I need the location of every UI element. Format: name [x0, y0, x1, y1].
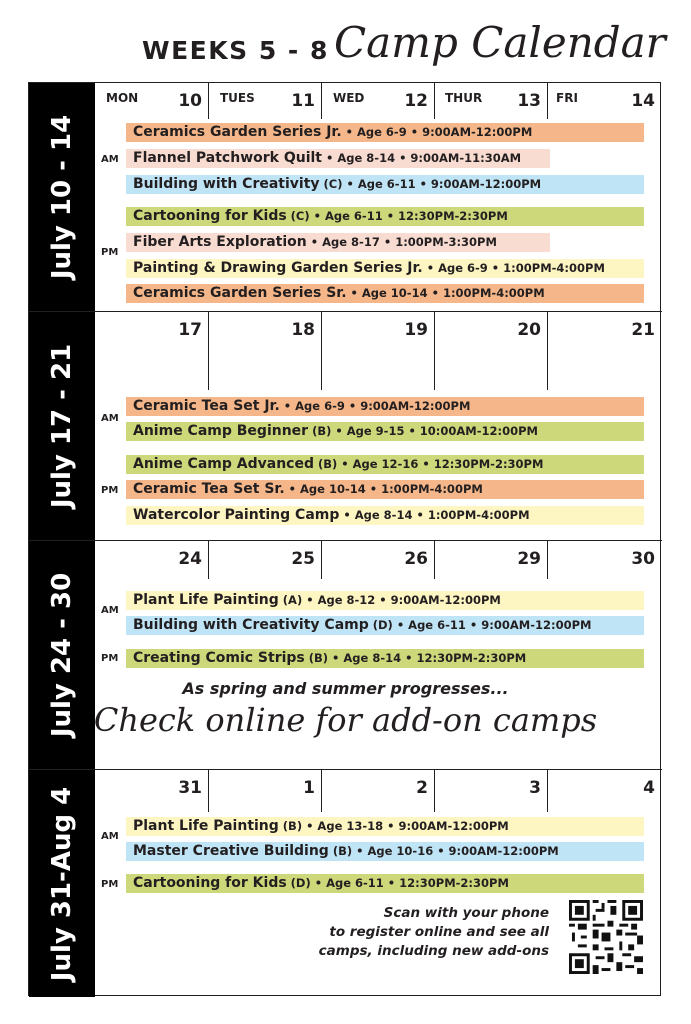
camp-details: • Age 8-14 • 1:00PM-4:00PM	[339, 508, 530, 522]
scan-line: Scan with your phone	[383, 905, 549, 921]
camp-session[interactable]	[126, 149, 550, 168]
day-divider	[547, 541, 548, 579]
day-divider	[321, 770, 322, 812]
am-label: AM	[101, 605, 119, 616]
camp-session[interactable]	[126, 284, 644, 303]
camp-name: Building with Creativity Camp	[133, 617, 369, 633]
day-number: 25	[291, 549, 315, 569]
day-number: 20	[517, 320, 541, 340]
day-number: 1	[303, 778, 315, 798]
week-label: July 17 - 21	[47, 343, 77, 509]
day-number: 29	[517, 549, 541, 569]
camp-details: • Age 6-9 • 1:00PM-4:00PM	[422, 261, 605, 275]
day-divider	[434, 541, 435, 579]
scan-line: to register online and see all	[329, 924, 549, 940]
camp-details: (B) • Age 8-14 • 12:30PM-2:30PM	[304, 651, 527, 665]
week-block-4	[29, 769, 662, 997]
week-label-band	[29, 770, 95, 997]
camp-details: • Age 6-9 • 9:00AM-12:00PM	[279, 399, 471, 413]
qr-code-icon[interactable]	[569, 900, 643, 974]
camp-session[interactable]	[126, 874, 644, 893]
day-number: 10	[178, 91, 202, 111]
am-label: AM	[101, 154, 119, 165]
camp-details: (B) • Age 12-16 • 12:30PM-2:30PM	[313, 457, 544, 471]
day-divider	[547, 312, 548, 390]
camp-session[interactable]	[126, 259, 644, 278]
camp-name: Flannel Patchwork Quilt	[133, 150, 322, 166]
calendar-grid	[28, 82, 661, 996]
day-name-fri: FRI	[556, 91, 578, 105]
camp-name: Watercolor Painting Camp	[133, 507, 340, 523]
page-header	[0, 14, 691, 84]
camp-name: Plant Life Painting	[133, 818, 279, 834]
day-divider	[434, 83, 435, 119]
camp-session[interactable]	[126, 649, 644, 668]
promo-subtext: As spring and summer progresses...	[182, 679, 509, 698]
camp-name: Fiber Arts Exploration	[133, 234, 307, 250]
camp-name: Cartooning for Kids	[133, 208, 287, 224]
camp-session[interactable]	[126, 207, 644, 226]
pm-label: PM	[101, 247, 119, 258]
pm-label: PM	[101, 879, 119, 890]
camp-details: (B) • Age 9-15 • 10:00AM-12:00PM	[308, 424, 539, 438]
day-divider	[208, 83, 209, 119]
camp-session[interactable]	[126, 397, 644, 416]
day-divider	[547, 770, 548, 812]
day-divider	[321, 83, 322, 119]
day-number: 18	[291, 320, 315, 340]
day-number: 30	[631, 549, 655, 569]
camp-session[interactable]	[126, 175, 644, 194]
week-block-3	[29, 540, 662, 769]
camp-details: (B) • Age 10-16 • 9:00AM-12:00PM	[328, 844, 559, 858]
camp-session[interactable]	[126, 817, 644, 836]
day-divider	[208, 770, 209, 812]
weeks-title: WEEKS 5 - 8	[142, 36, 329, 65]
day-divider	[547, 83, 548, 119]
pm-label: PM	[101, 485, 119, 496]
am-label: AM	[101, 413, 119, 424]
week-label: July 31-Aug 4	[47, 786, 77, 981]
day-number: 2	[416, 778, 428, 798]
camp-session[interactable]	[126, 455, 644, 474]
day-divider	[321, 541, 322, 579]
camp-details: • Age 6-9 • 9:00AM-12:00PM	[341, 125, 533, 139]
am-label: AM	[101, 831, 119, 842]
camp-session[interactable]	[126, 591, 644, 610]
camp-name: Ceramic Tea Set Sr.	[133, 481, 285, 497]
camp-name: Anime Camp Beginner	[133, 423, 309, 439]
camp-name: Ceramics Garden Series Sr.	[133, 285, 347, 301]
camp-session[interactable]	[126, 506, 644, 525]
day-number: 19	[404, 320, 428, 340]
day-number: 21	[631, 320, 655, 340]
camp-session[interactable]	[126, 422, 644, 441]
camp-details: • Age 8-17 • 1:00PM-3:30PM	[306, 235, 497, 249]
camp-session[interactable]	[126, 123, 644, 142]
day-name-thur: THUR	[445, 91, 483, 105]
camp-details: (B) • Age 13-18 • 9:00AM-12:00PM	[278, 819, 509, 833]
day-number: 4	[643, 778, 655, 798]
camp-session[interactable]	[126, 842, 644, 861]
camp-name: Cartooning for Kids	[133, 875, 287, 891]
camp-name: Anime Camp Advanced	[133, 456, 314, 472]
day-number: 3	[529, 778, 541, 798]
camp-details: • Age 10-14 • 1:00PM-4:00PM	[346, 286, 545, 300]
day-number: 26	[404, 549, 428, 569]
day-number: 14	[631, 91, 655, 111]
camp-session[interactable]	[126, 480, 644, 499]
day-divider	[434, 770, 435, 812]
camp-details: (D) • Age 6-11 • 9:00AM-12:00PM	[368, 618, 592, 632]
day-number: 24	[178, 549, 202, 569]
day-divider	[434, 312, 435, 390]
camp-details: (C) • Age 6-11 • 12:30PM-2:30PM	[286, 209, 508, 223]
camp-name: Painting & Drawing Garden Series Jr.	[133, 260, 423, 276]
camp-details: (C) • Age 6-11 • 9:00AM-12:00PM	[319, 177, 542, 191]
camp-details: (D) • Age 6-11 • 12:30PM-2:30PM	[286, 876, 509, 890]
camp-name: Plant Life Painting	[133, 592, 279, 608]
camp-details: (A) • Age 8-12 • 9:00AM-12:00PM	[278, 593, 501, 607]
week-label-band	[29, 312, 95, 540]
camp-details: • Age 8-14 • 9:00AM-11:30AM	[322, 151, 522, 165]
day-name-tues: TUES	[220, 91, 255, 105]
pm-label: PM	[101, 653, 119, 664]
day-divider	[208, 312, 209, 390]
day-number: 13	[517, 91, 541, 111]
camp-session[interactable]	[126, 233, 550, 252]
week-label: July 24 - 30	[47, 572, 77, 738]
camp-name: Ceramic Tea Set Jr.	[133, 398, 280, 414]
day-name-mon: MON	[106, 91, 139, 105]
promo-headline: Check online for add-on camps	[93, 701, 598, 739]
day-number: 12	[404, 91, 428, 111]
camp-session[interactable]	[126, 616, 644, 635]
day-number: 11	[291, 91, 315, 111]
week-block-2	[29, 311, 662, 540]
camp-calendar-title: Camp Calendar	[334, 18, 666, 67]
scan-instructions	[289, 904, 549, 961]
week-label: July 10 - 14	[47, 114, 77, 280]
camp-name: Ceramics Garden Series Jr.	[133, 124, 342, 140]
scan-line: camps, including new add-ons	[318, 943, 549, 959]
camp-details: • Age 10-14 • 1:00PM-4:00PM	[284, 482, 483, 496]
day-number: 31	[178, 778, 202, 798]
day-divider	[208, 541, 209, 579]
day-name-wed: WED	[333, 91, 365, 105]
camp-name: Master Creative Building	[133, 843, 329, 859]
camp-name: Building with Creativity	[133, 176, 320, 192]
camp-name: Creating Comic Strips	[133, 650, 305, 666]
day-number: 17	[178, 320, 202, 340]
day-divider	[321, 312, 322, 390]
week-block-1	[29, 83, 662, 311]
week-label-band	[29, 83, 95, 311]
